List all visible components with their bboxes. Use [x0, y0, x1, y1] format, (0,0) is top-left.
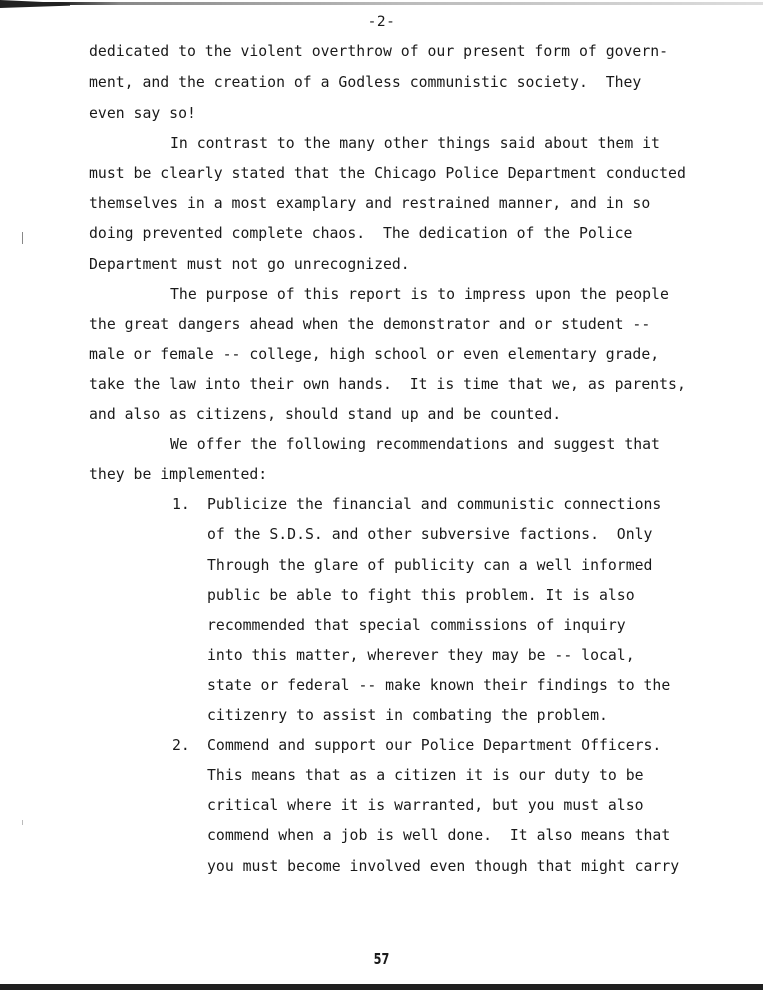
body-line: must be clearly stated that the Chicago Police Department conducted [89, 165, 686, 182]
body-line: doing prevented complete chaos. The dedication of the Police [89, 225, 633, 242]
body-line: take the law into their own hands. It is time that we, as parents, [89, 376, 686, 393]
scan-speck [22, 232, 23, 244]
body-line: and also as citizens, should stand up and be counted. [89, 406, 562, 423]
list-item-line: into this matter, wherever they may be -- local, [207, 647, 635, 664]
top-scan-rule [0, 2, 763, 5]
list-number: 1. [172, 496, 190, 513]
scan-speck [22, 820, 23, 825]
list-item-line: state or federal -- make known their findings to the [207, 677, 671, 694]
body-line: dedicated to the violent overthrow of our present form of govern- [89, 43, 669, 60]
folio-number: 57 [373, 950, 390, 968]
body-line: ment, and the creation of a Godless communistic society. They [89, 74, 642, 91]
list-item-line: Commend and support our Police Department Officers. [207, 737, 662, 754]
body-line: male or female -- college, high school or even elementary grade, [89, 346, 660, 363]
body-line: We offer the following recommendations and suggest that [170, 436, 660, 453]
body-line: In contrast to the many other things said about them it [170, 135, 660, 152]
list-item-line: Through the glare of publicity can a well informed [207, 557, 653, 574]
body-line: themselves in a most examplary and restrained manner, and in so [89, 195, 651, 212]
list-item-line: of the S.D.S. and other subversive factions. Only [207, 526, 653, 543]
list-item-line: recommended that special commissions of inquiry [207, 617, 626, 634]
list-item-line: critical where it is warranted, but you must also [207, 797, 644, 814]
page-number: -2- [367, 14, 396, 30]
list-item-line: commend when a job is well done. It also means that [207, 827, 671, 844]
list-number: 2. [172, 737, 190, 754]
bottom-scan-rule [0, 984, 763, 990]
body-line: they be implemented: [89, 466, 268, 483]
body-line: The purpose of this report is to impress upon the people [170, 286, 669, 303]
body-line: even say so! [89, 105, 196, 122]
list-item-line: This means that as a citizen it is our duty to be [207, 767, 644, 784]
body-line: the great dangers ahead when the demonstrator and or student -- [89, 316, 651, 333]
list-item-line: public be able to fight this problem. It is also [207, 587, 635, 604]
list-item-line: Publicize the financial and communistic connections [207, 496, 662, 513]
list-item-line: you must become involved even though that might carry [207, 858, 680, 875]
list-item-line: citizenry to assist in combating the problem. [207, 707, 608, 724]
body-line: Department must not go unrecognized. [89, 256, 410, 273]
